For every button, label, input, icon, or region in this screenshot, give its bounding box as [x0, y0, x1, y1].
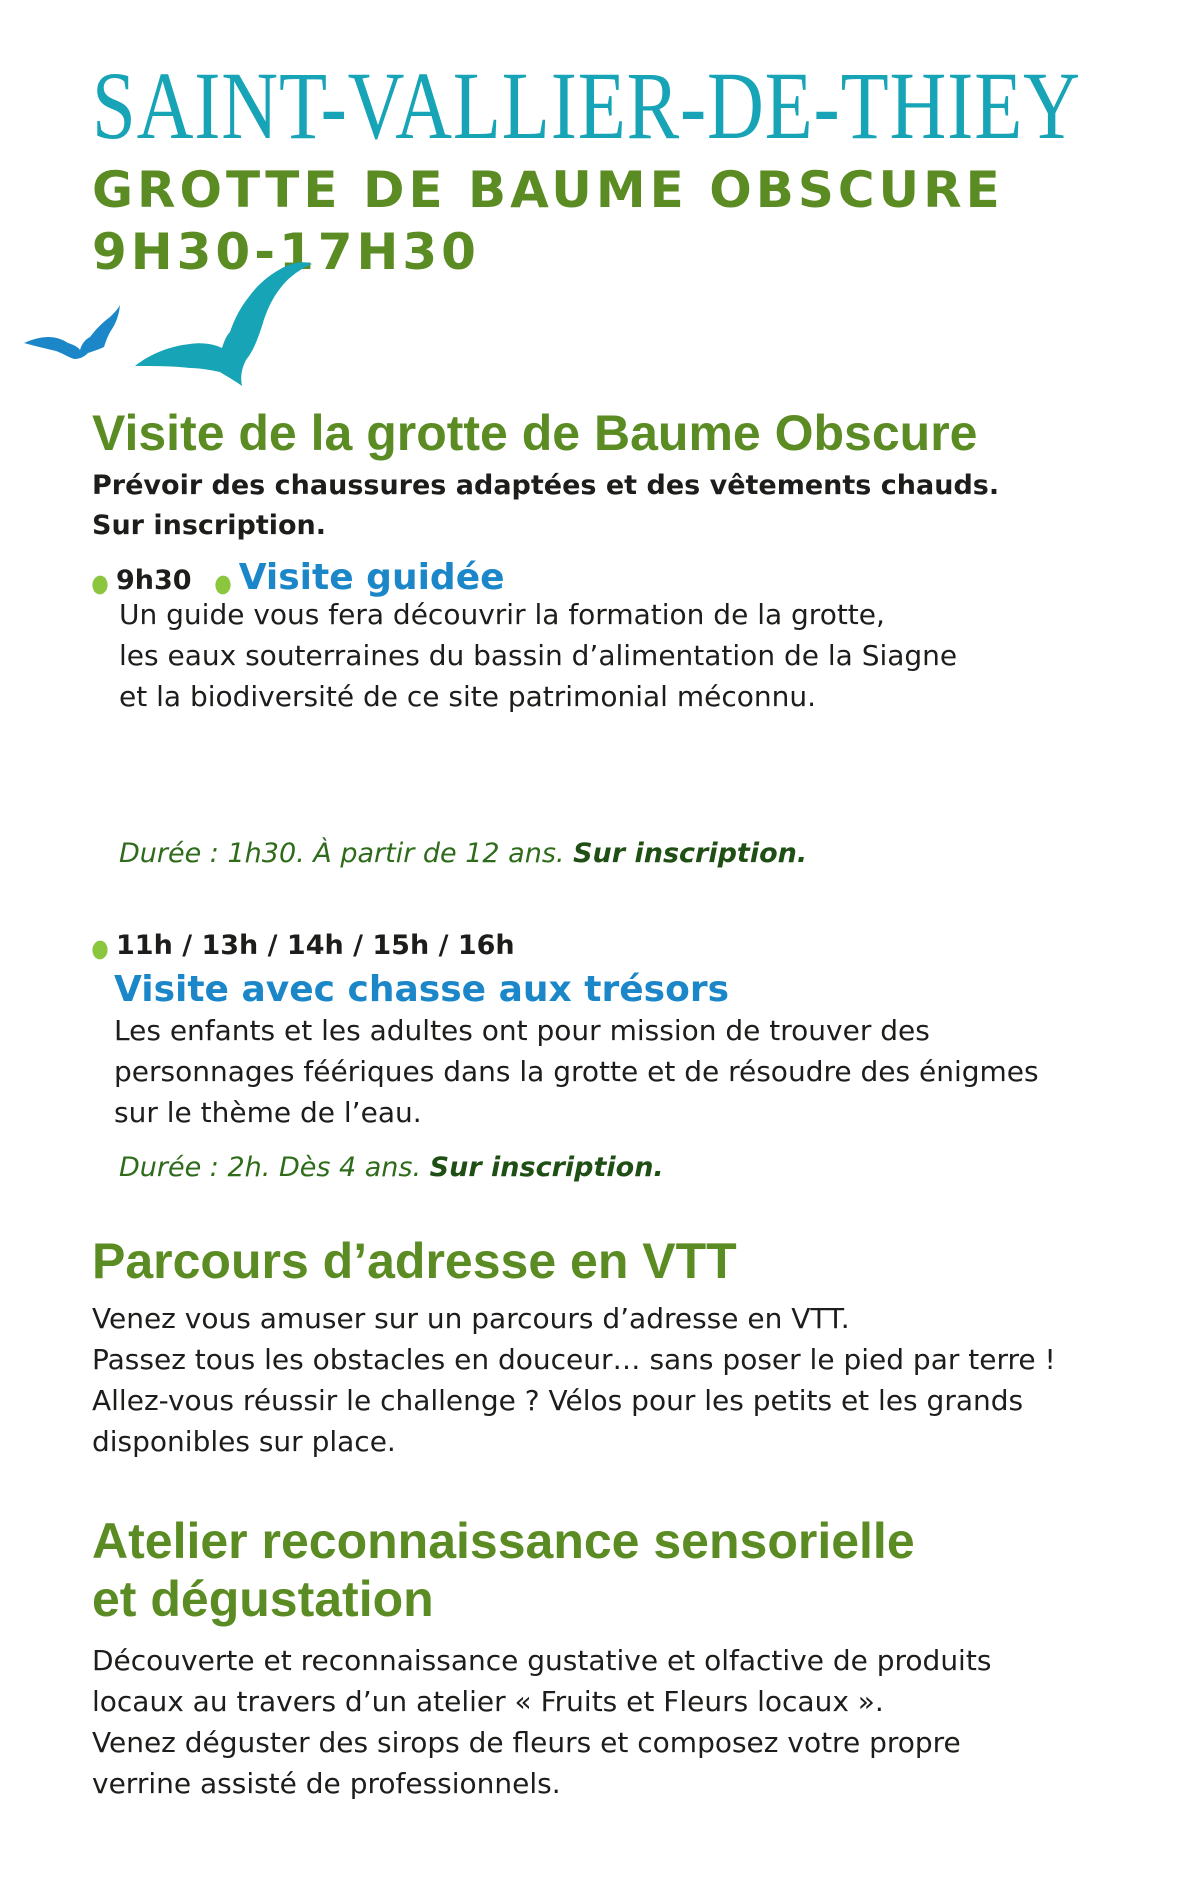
description-line: personnages féériques dans la grotte et de résoudre des énigmes: [114, 1055, 1039, 1088]
section-title-atelier: [92, 1512, 915, 1628]
venue-name: GROTTE DE BAUME OBSCURE: [92, 161, 1004, 219]
info-text: Durée : 2h. Dès 4 ans.: [119, 1152, 422, 1183]
description-line: Passez tous les obstacles en douceur… sans poser le pied par terre !: [92, 1343, 1056, 1376]
description-line: Venez déguster des sirops de fleurs et composez votre propre: [92, 1726, 961, 1759]
description-line: disponibles sur place.: [92, 1425, 396, 1458]
description-line: Allez-vous réussir le challenge ? Vélos pour les petits et les grands: [92, 1384, 1024, 1417]
activity-time: 11h / 13h / 14h / 15h / 16h: [116, 930, 515, 961]
section-title-line: et dégustation: [92, 1571, 434, 1627]
activity-info: [119, 834, 807, 874]
section-title-line: Atelier reconnaissance sensorielle: [92, 1513, 915, 1569]
activity-title: Visite avec chasse aux trésors: [114, 969, 730, 1010]
description-line: verrine assisté de professionnels.: [92, 1767, 561, 1800]
large-bat-icon: [130, 258, 315, 393]
registration-note: Sur inscription.: [429, 1152, 664, 1183]
section-title-grotte: Visite de la grotte de Baume Obscure: [92, 405, 978, 461]
opening-hours: 9H30-17H30: [92, 223, 480, 281]
registration-note: Sur inscription.: [573, 838, 808, 869]
small-bat-icon: [24, 305, 120, 359]
description-line: les eaux souterraines du bassin d’alimentation de la Siagne: [119, 639, 958, 672]
section-description-vtt: [92, 1298, 1056, 1462]
description-line: Découverte et reconnaissance gustative et olfactive de produits: [92, 1644, 992, 1677]
activity-description: [119, 594, 957, 717]
description-line: Les enfants et les adultes ont pour mission de trouver des: [114, 1014, 930, 1047]
info-text: Durée : 1h30. À partir de 12 ans.: [119, 838, 565, 869]
intro-line: Sur inscription.: [92, 510, 327, 541]
section-description-atelier: [92, 1640, 991, 1804]
description-line: Venez vous amuser sur un parcours d’adresse en VTT.: [92, 1302, 850, 1335]
description-line: locaux au travers d’un atelier « Fruits et Fleurs locaux ».: [92, 1685, 884, 1718]
description-line: sur le thème de l’eau.: [114, 1096, 422, 1129]
activity-title: Visite guidée: [238, 557, 505, 598]
section-intro-grotte: [92, 466, 999, 546]
town-title: SAINT-VALLIER-DE-THIEY: [92, 52, 1081, 159]
leaf-bullet-icon: [89, 938, 111, 961]
activity-info: [119, 1148, 664, 1188]
intro-line: Prévoir des chaussures adaptées et des vêtements chauds.: [92, 470, 1000, 501]
activity-chasse-tresors: [92, 926, 515, 966]
section-title-vtt: Parcours d’adresse en VTT: [92, 1233, 737, 1289]
leaf-bullet-icon: [212, 573, 234, 596]
activity-description: [114, 1010, 1039, 1133]
description-line: Un guide vous fera découvrir la formation de la grotte,: [119, 598, 885, 631]
description-line: et la biodiversité de ce site patrimonial méconnu.: [119, 680, 816, 713]
leaf-bullet-icon: [89, 573, 111, 596]
activity-time: 9h30: [116, 565, 192, 596]
